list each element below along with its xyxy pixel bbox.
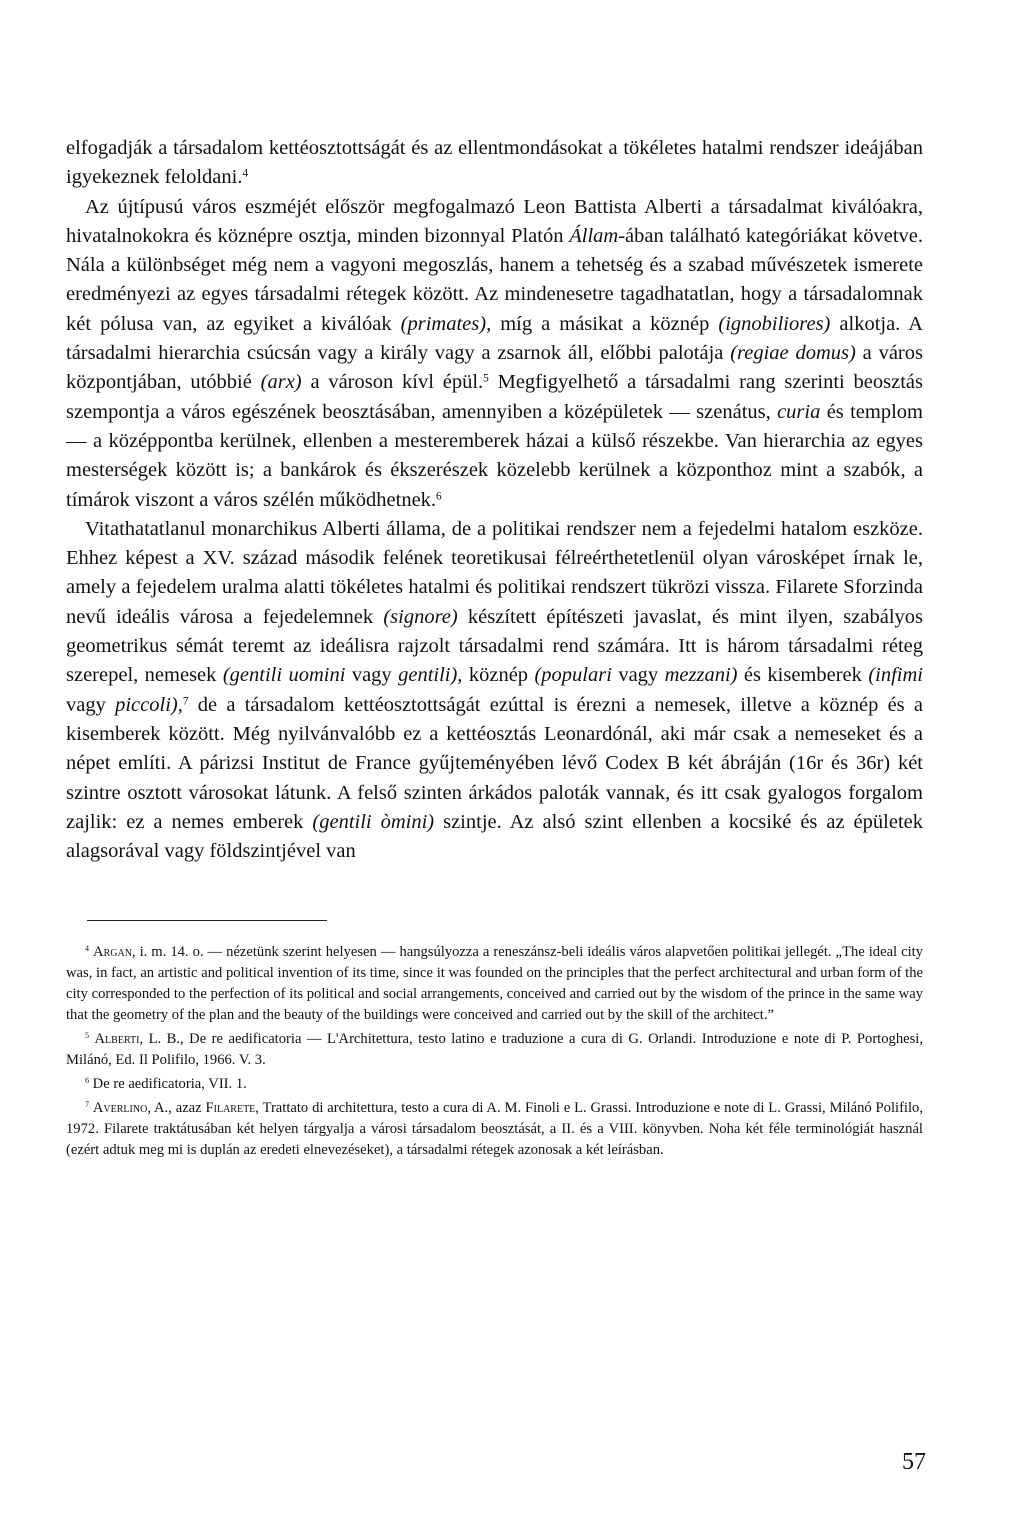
italic-term: piccoli), xyxy=(115,693,183,716)
footnotes-section xyxy=(66,942,923,1164)
italic-term: (gentili òmini) xyxy=(312,810,435,833)
footnote-ref: 5 xyxy=(483,372,489,385)
footnote-text: De re aedificatoria, VII. 1. xyxy=(92,1076,247,1092)
paragraph-3 xyxy=(66,515,923,867)
text-run: köznép xyxy=(462,664,535,687)
footnote-number: 4 xyxy=(85,944,90,954)
text-run: de a társadalom kettéosztottságát ezúttal is érezni a nemesek, illetve a köznép és a kisemberek között. Még nyilvánvalóbb ez a kettéosztás Leonardónál, aki már csak a nemeseket és a népet említi. A párizsi Institut de France gyűjteményében lévő Codex B két ábráján (16r és 36r) két szintre osztott városokat látunk. A felső szinten árkádos paloták vannak, és itt csak gyalogos forgalom zajlik: ez a nemes emberek xyxy=(66,693,924,833)
footnote-divider xyxy=(87,920,327,921)
italic-term: (primates), xyxy=(400,312,492,335)
text-run: elfogadják a társadalom kettéosztottságát és az ellentmondásokat a tökéletes hatalmi rendszer ideájában igyekeznek feloldani. xyxy=(66,137,923,189)
italic-term: (infimi xyxy=(868,664,923,687)
footnote-author: Filarete xyxy=(205,1100,256,1116)
footnote-5 xyxy=(66,1029,923,1071)
footnote-text: , Trattato di architettura, testo a cura di A. M. Finoli e L. Grassi. Introduzione e note di L. Grassi, Milánó Polifilo, 1972. Filarete traktátusában két helyen tárgyalja a városi társadalom beosztását, a II. és a VIII. könyvben. Noha két féle terminológiát használ (ezért adtuk meg mi is duplán az eredeti elnevezéseket), a társadalmi rétegek azonosak a két leírásban. xyxy=(66,1100,923,1158)
italic-term: (signore) xyxy=(383,605,458,628)
text-run: vagy xyxy=(345,664,399,687)
footnote-number: 7 xyxy=(85,1100,90,1110)
footnote-6 xyxy=(66,1074,923,1095)
footnote-ref: 7 xyxy=(182,694,189,707)
text-run: és templom — a középpontba kerülnek, ellenben a mesteremberek házai a külső részekbe. Van hierarchia az egyes mesterségek között is; a bankárok és ékszerészek közelebb kerülnek a központhoz mint a szabók, a tímárok viszont a város szélén működhetnek. xyxy=(66,400,923,511)
italic-term: (ignobiliores) xyxy=(718,312,831,335)
footnote-author: Alberti xyxy=(94,1031,140,1047)
paragraph-2 xyxy=(66,193,923,515)
text-run: vagy xyxy=(611,664,665,687)
footnote-text: , A., azaz xyxy=(147,1100,206,1116)
page-number: 57 xyxy=(902,1449,926,1475)
italic-term: gentili), xyxy=(398,664,463,687)
text-run: Megfigyelhető a társadalmi rang szerinti beosztás szempontja a város egészének beosztásában, amennyiben a középületek — szenátus, xyxy=(66,371,923,423)
text-run: szintje. Az alsó szint ellenben a kocsiké és az épületek alagsorával vagy földszintjével van xyxy=(66,810,923,863)
text-run: vagy xyxy=(66,693,116,716)
footnote-text: , i. m. 14. o. — nézetünk szerint helyesen — hangsúlyozza a reneszánsz-beli ideális város alapvetően politikai jellegét. „The ideal city was, in fact, an artistic and political invention of its time, since it was founded on the principles that the perfect architectural and urban form of the city corresponded to the perfection of its political and social arrangements, conceived and carried out by the wisdom of the prince in the same way that the geometry of the plan and the beauty of the buildings were conceived and carried out by the skill of the architect.” xyxy=(66,944,924,1023)
italic-term: (arx) xyxy=(260,371,302,394)
main-text xyxy=(66,134,923,866)
paragraph-1 xyxy=(66,134,923,193)
italic-term: (gentili uomini xyxy=(222,664,346,687)
footnote-number: 5 xyxy=(85,1031,90,1041)
footnote-text: , L. B., De re aedificatoria — L'Architettura, testo latino e traduzione a cura di G. Orlandi. Introduzione e note di P. Portoghesi, Milánó, Ed. Il Polifilo, 1966. V. 3. xyxy=(66,1031,923,1068)
italic-term: (populari xyxy=(534,664,612,687)
text-run: készített építészeti javaslat, és mint ilyen, szabályos geometrikus sémát teremt az ideálisra rajzolt társadalmi rend számára. Itt is három társadalmi réteg szerepel, nemesek xyxy=(66,605,923,687)
italic-term: mezzani) xyxy=(664,664,738,687)
text-run: -ában található kategóriákat követve. Nála a különbséget még nem a vagyoni megoszlás, hanem a tehetség és a szabad művészetek ismerete eredményezi az egyes társadalmi rétegek között. Az mindenesetre tagadhatatlan, hogy a társadalomnak két pólusa van, az egyiket a kiválóak xyxy=(66,224,923,335)
text-run: a város központjában, utóbbié xyxy=(66,342,923,394)
text-run: míg a másikat a köznép xyxy=(491,312,719,335)
footnote-ref: 4 xyxy=(242,167,249,180)
footnote-4 xyxy=(66,942,923,1026)
text-run: Vitathatatlanul monarchikus Alberti állama, de a politikai rendszer nem a fejedelmi hatalom eszköze. Ehhez képest a XV. század második felének teoretikusai félreérthetetlenül olyan városképet írnak le, amely a fejedelem uralma alatti tökéletes hatalmi és politikai rendszert tükrözi vissza. Filarete Sforzinda nevű ideális városa a fejedelemnek xyxy=(66,517,923,628)
italic-term: curia xyxy=(777,400,821,423)
italic-term: Állam xyxy=(569,224,619,247)
italic-term: (regiae domus) xyxy=(730,342,856,365)
footnote-number: 6 xyxy=(85,1076,90,1086)
text-run: Az újtípusú város eszméjét először megfogalmazó Leon Battista Alberti a társadalmat kiválóakra, hivatalnokokra és köznépre osztja, minden bizonnyal Platón xyxy=(66,195,923,247)
text-run: a városon kívl épül. xyxy=(301,371,484,394)
footnote-author: Averlino xyxy=(92,1100,148,1116)
footnote-ref: 6 xyxy=(436,489,442,502)
footnote-author: Argan xyxy=(93,944,132,960)
footnote-7 xyxy=(66,1098,923,1161)
text-run: és kisemberek xyxy=(737,664,869,687)
text-run: alkotja. A társadalmi hierarchia csúcsán vagy a király vagy a zsarnok áll, előbbi palotája xyxy=(66,312,923,365)
